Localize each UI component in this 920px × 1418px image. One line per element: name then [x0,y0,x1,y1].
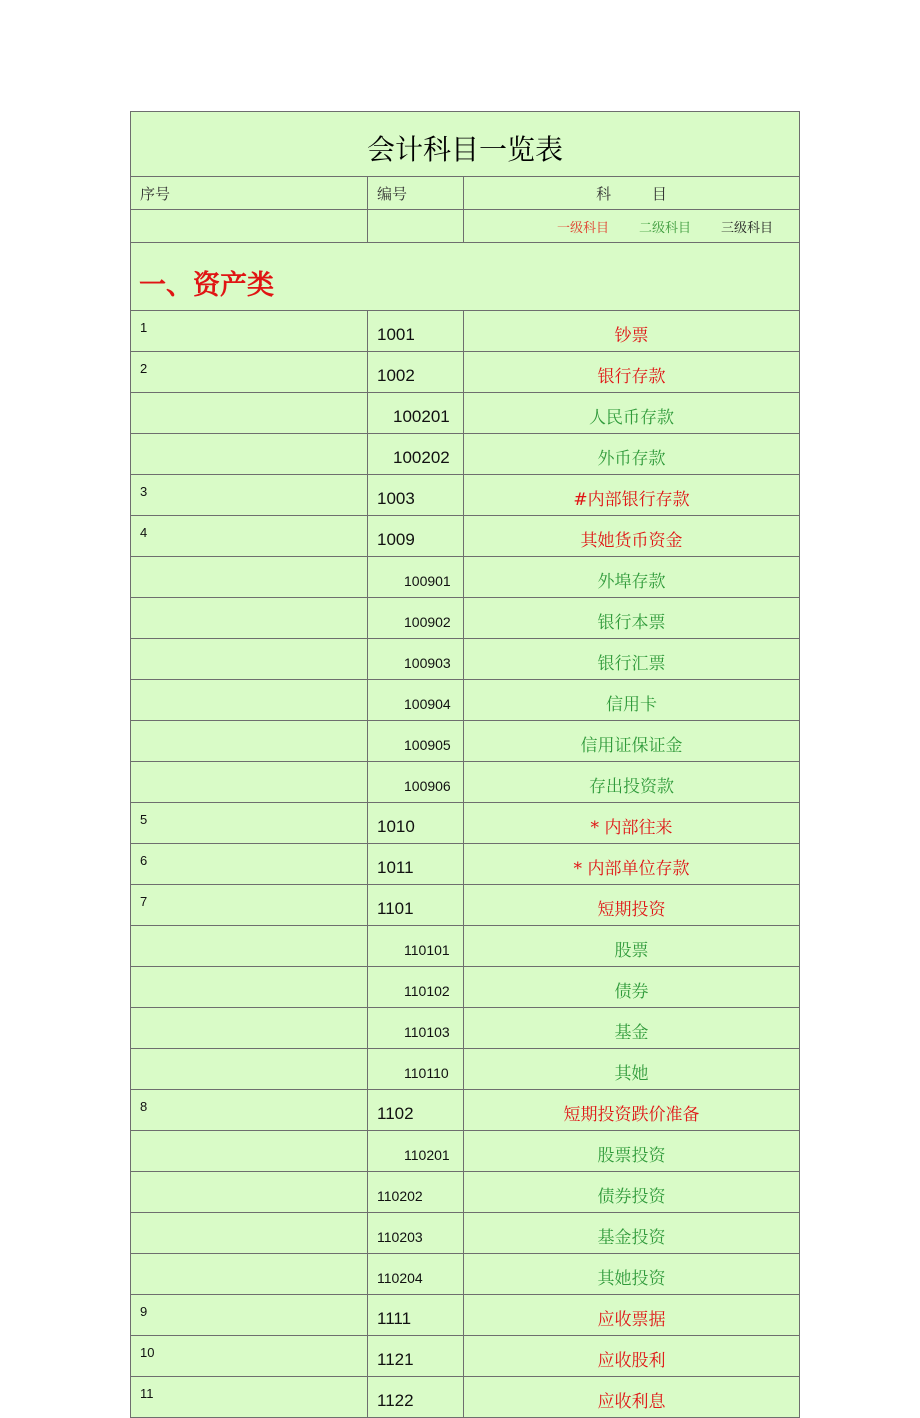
title-row [131,112,800,177]
row-subject-name: 钞票 [464,311,800,352]
table-row [131,1131,800,1172]
row-seq: 6 [131,844,368,885]
row-seq [131,1049,368,1090]
row-seq: 10 [131,1336,368,1377]
table-row [131,762,800,803]
row-seq: 11 [131,1377,368,1418]
row-subject-name: #内部银行存款 [464,475,800,516]
row-code: 1011 [368,844,464,885]
row-subject-name: 基金投资 [464,1213,800,1254]
row-code: 110204 [368,1254,464,1295]
row-code: 100903 [368,639,464,680]
row-code: 100202 [368,434,464,475]
table-row [131,885,800,926]
row-code: 110201 [368,1131,464,1172]
row-subject-name: 债券投资 [464,1172,800,1213]
row-seq: 8 [131,1090,368,1131]
row-seq [131,598,368,639]
row-code: 100905 [368,721,464,762]
level-legend-empty-2 [368,210,464,243]
table-row [131,967,800,1008]
row-seq [131,926,368,967]
row-code: 100906 [368,762,464,803]
row-seq [131,762,368,803]
row-seq: 1 [131,311,368,352]
row-subject-name: 其她货币资金 [464,516,800,557]
row-subject-name: 应收票据 [464,1295,800,1336]
row-subject-name: 其她投资 [464,1254,800,1295]
level-legend-empty-1 [131,210,368,243]
row-code: 1009 [368,516,464,557]
row-seq: 3 [131,475,368,516]
table-row [131,598,800,639]
row-subject-name: 应收利息 [464,1377,800,1418]
row-code: 100902 [368,598,464,639]
row-code: 1102 [368,1090,464,1131]
row-subject-name: 银行本票 [464,598,800,639]
account-table-sheet [130,111,799,1418]
row-subject-name: 存出投资款 [464,762,800,803]
row-code: 100901 [368,557,464,598]
row-seq [131,680,368,721]
row-seq [131,1172,368,1213]
table-row [131,680,800,721]
row-seq [131,967,368,1008]
row-code: 1111 [368,1295,464,1336]
level-legend-row [131,210,800,243]
row-subject-name: 应收股利 [464,1336,800,1377]
table-row [131,1008,800,1049]
table-row [131,434,800,475]
row-seq [131,639,368,680]
table-row [131,311,800,352]
row-subject-name: 信用卡 [464,680,800,721]
row-code: 110102 [368,967,464,1008]
table-row [131,1172,800,1213]
table-row [131,1377,800,1418]
table-row [131,475,800,516]
row-code: 1101 [368,885,464,926]
row-code: 110203 [368,1213,464,1254]
table-row [131,1295,800,1336]
table-row [131,844,800,885]
section-title: 一、资产类 [131,243,800,311]
table-row [131,393,800,434]
account-table [130,111,800,1418]
table-row [131,926,800,967]
row-subject-name: 基金 [464,1008,800,1049]
row-seq [131,557,368,598]
row-seq [131,721,368,762]
row-code: 110101 [368,926,464,967]
row-subject-name: 信用证保证金 [464,721,800,762]
table-row [131,721,800,762]
row-seq [131,1213,368,1254]
page-title: 会计科目一览表 [131,112,800,177]
row-seq: 9 [131,1295,368,1336]
row-code: 110110 [368,1049,464,1090]
row-subject-name: 股票投资 [464,1131,800,1172]
row-subject-name: 短期投资 [464,885,800,926]
row-subject-name: 银行存款 [464,352,800,393]
row-subject-name: * 内部单位存款 [464,844,800,885]
row-code: 100201 [368,393,464,434]
legend-level3: 三级科目 [720,220,773,236]
row-seq: 4 [131,516,368,557]
table-row [131,352,800,393]
row-subject-name: 银行汇票 [464,639,800,680]
header-seq: 序号 [131,177,368,210]
row-seq [131,434,368,475]
table-row [131,1090,800,1131]
row-subject-name: 人民币存款 [464,393,800,434]
header-code: 编号 [368,177,464,210]
row-code: 1003 [368,475,464,516]
row-code: 1010 [368,803,464,844]
table-row [131,639,800,680]
row-code: 1002 [368,352,464,393]
row-seq: 2 [131,352,368,393]
legend-level1: 一级科目 [556,220,609,236]
row-seq: 5 [131,803,368,844]
table-row [131,557,800,598]
row-seq [131,1131,368,1172]
row-seq [131,1254,368,1295]
row-subject-name: 其她 [464,1049,800,1090]
row-code: 100904 [368,680,464,721]
row-subject-name: 债券 [464,967,800,1008]
row-code: 1121 [368,1336,464,1377]
table-row [131,1213,800,1254]
row-subject-name: 外币存款 [464,434,800,475]
row-seq [131,1008,368,1049]
level-legend [464,210,800,243]
row-subject-name: * 内部往来 [464,803,800,844]
header-row [131,177,800,210]
row-code: 110202 [368,1172,464,1213]
section-row [131,243,800,311]
table-row [131,1254,800,1295]
row-subject-name: 外埠存款 [464,557,800,598]
table-row [131,516,800,557]
row-subject-name: 股票 [464,926,800,967]
row-code: 1001 [368,311,464,352]
legend-level2: 二级科目 [638,220,691,236]
table-row [131,1336,800,1377]
row-seq [131,393,368,434]
row-code: 110103 [368,1008,464,1049]
table-row [131,1049,800,1090]
row-seq: 7 [131,885,368,926]
row-code: 1122 [368,1377,464,1418]
row-subject-name: 短期投资跌价准备 [464,1090,800,1131]
table-row [131,803,800,844]
header-subject: 科 目 [464,177,800,210]
